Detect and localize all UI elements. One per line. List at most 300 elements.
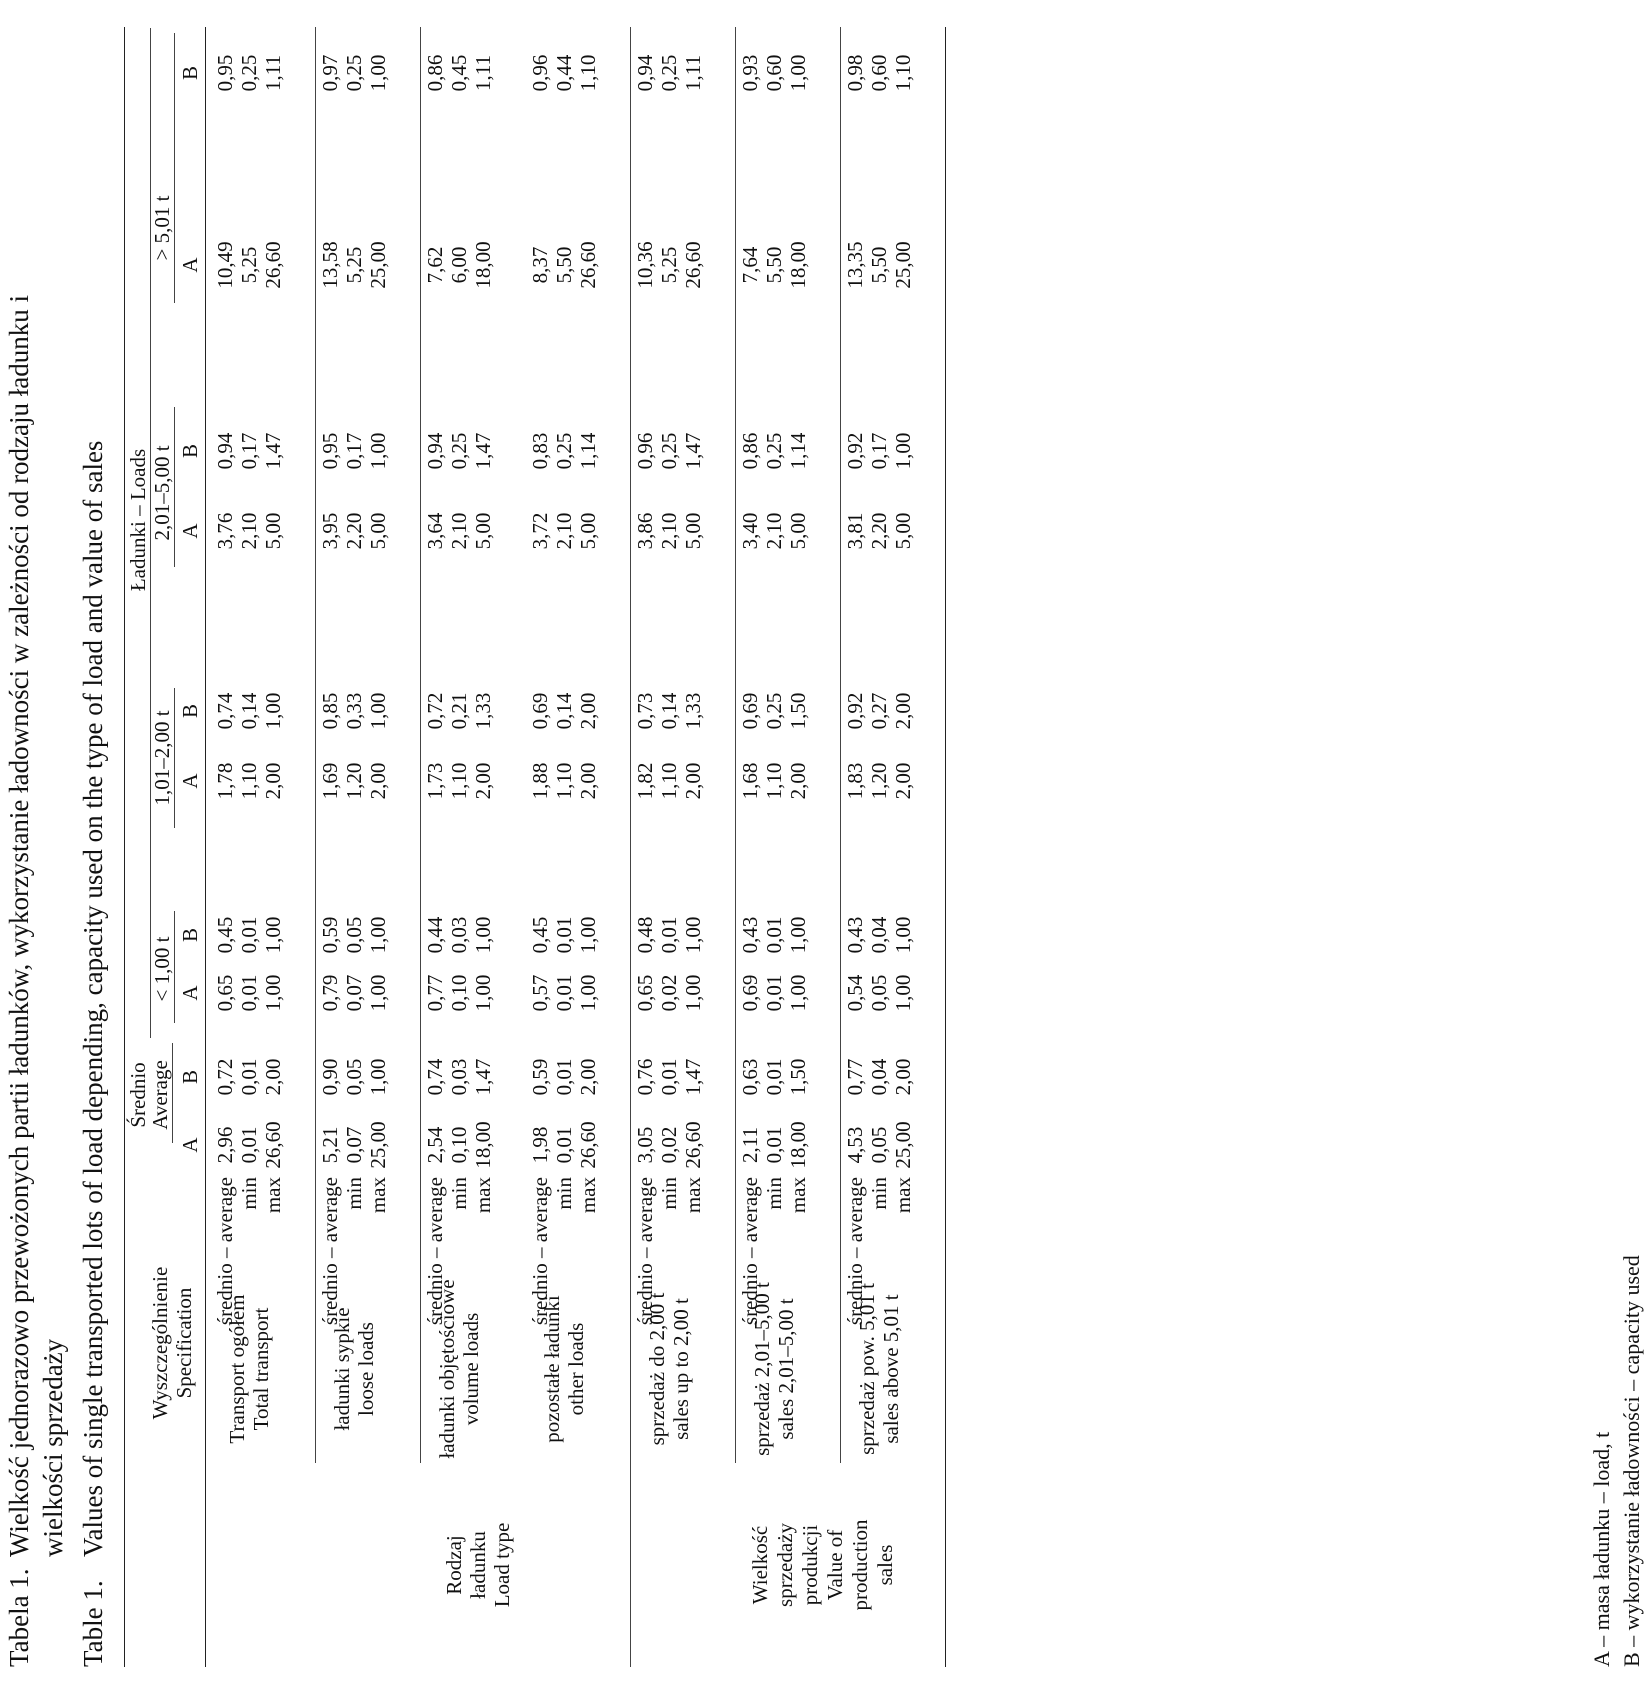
header-loads: Ładunki – Loads (126, 448, 150, 592)
cell-value: 1,00 (366, 916, 390, 954)
cell-value: 3,64 (423, 512, 447, 550)
cell-value: 0,02 (657, 974, 681, 1012)
cell-value: 13,35 (843, 241, 867, 289)
cell-value: 3,76 (213, 512, 237, 550)
col-header-a: A (178, 1137, 202, 1153)
cell-value: 0,25 (552, 432, 576, 470)
cell-value: 0,21 (447, 692, 471, 730)
cell-value: 1,00 (366, 1058, 390, 1096)
stat-label: średnio – average (738, 1177, 762, 1326)
cell-value: 2,10 (552, 512, 576, 550)
cell-value: 0,77 (843, 1058, 867, 1096)
cell-value: 5,00 (891, 512, 915, 550)
table-cell (528, 491, 600, 571)
cell-value: 0,69 (528, 692, 552, 730)
cell-value: 0,01 (552, 1058, 576, 1096)
cell-value: 1,50 (786, 1058, 810, 1096)
cell-value: 1,20 (867, 762, 891, 800)
cell-value: 5,00 (786, 512, 810, 550)
table-cell (843, 411, 915, 491)
cell-value: 0,05 (867, 1126, 891, 1164)
cell-value: 0,25 (342, 54, 366, 92)
table-cell (423, 895, 495, 975)
cell-value: 2,00 (786, 762, 810, 800)
row-stats-labels (633, 1177, 705, 1325)
cell-value: 1,00 (471, 974, 495, 1012)
table-cell (528, 671, 600, 751)
table-cell (843, 225, 915, 305)
cell-value: 1,11 (681, 55, 705, 91)
cell-value: 1,00 (261, 974, 285, 1012)
cell-value: 1,10 (447, 762, 471, 800)
cell-value: 1,47 (261, 432, 285, 470)
cell-value: 0,79 (318, 974, 342, 1012)
row-label-en: Total transport (249, 1307, 273, 1431)
cell-value: 0,83 (528, 432, 552, 470)
cell-value: 0,97 (318, 54, 342, 92)
table-cell (213, 1105, 285, 1185)
cell-value: 0,10 (447, 974, 471, 1012)
cell-value: 0,01 (552, 974, 576, 1012)
cell-value: 1,11 (471, 55, 495, 91)
stat-label: min (447, 1177, 471, 1210)
table-cell (318, 671, 390, 751)
table-cell (633, 741, 705, 821)
cell-value: 0,60 (867, 54, 891, 92)
cell-value: 26,60 (681, 1121, 705, 1169)
cell-value: 0,17 (342, 432, 366, 470)
table-cell (423, 225, 495, 305)
table-cell (633, 895, 705, 975)
row-separator (840, 27, 841, 1463)
cell-value: 0,45 (447, 54, 471, 92)
stat-label: max (576, 1177, 600, 1214)
cell-value: 0,04 (867, 916, 891, 954)
cell-value: 5,25 (342, 246, 366, 284)
table-cell (423, 411, 495, 491)
cell-value: 1,00 (681, 916, 705, 954)
cell-value: 7,64 (738, 246, 762, 284)
cell-value: 0,76 (633, 1058, 657, 1096)
cell-value: 2,00 (366, 762, 390, 800)
cell-value: 0,01 (552, 916, 576, 954)
cell-value: 0,14 (237, 692, 261, 730)
cell-value: 0,01 (237, 1126, 261, 1164)
group-sales-line4: Value of (823, 1529, 847, 1601)
cell-value: 2,00 (681, 762, 705, 800)
cell-value: 3,95 (318, 512, 342, 550)
cell-value: 1,00 (891, 916, 915, 954)
cell-value: 1,10 (891, 54, 915, 92)
cell-value: 0,14 (657, 692, 681, 730)
cell-value: 0,59 (318, 916, 342, 954)
table-cell (738, 225, 810, 305)
cell-value: 7,62 (423, 246, 447, 284)
col-header-a: A (178, 985, 202, 1001)
cell-value: 1,10 (552, 762, 576, 800)
cell-value: 2,00 (891, 692, 915, 730)
table-cell (738, 671, 810, 751)
cell-value: 1,00 (786, 974, 810, 1012)
table-cell (633, 225, 705, 305)
stat-label: średnio – average (213, 1177, 237, 1326)
row-stats-labels (843, 1177, 915, 1325)
cell-value: 5,25 (237, 246, 261, 284)
caption-english (76, 441, 110, 1667)
cell-value: 0,74 (423, 1058, 447, 1096)
stat-label: max (681, 1177, 705, 1214)
stat-label: średnio – average (633, 1177, 657, 1326)
table-cell (318, 33, 390, 113)
table-cell (843, 895, 915, 975)
cell-value: 1,10 (657, 762, 681, 800)
row-label-en: loose loads (354, 1322, 378, 1416)
cell-value: 4,53 (843, 1126, 867, 1164)
caption-english-text: Values of single transported lots of load depending, capacity used on the type of load and value of sales (78, 440, 108, 1557)
cell-value: 0,25 (762, 432, 786, 470)
cell-value: 1,73 (423, 762, 447, 800)
cell-value: 13,58 (318, 241, 342, 289)
table-cell (423, 671, 495, 751)
cell-value: 0,96 (528, 54, 552, 92)
cell-value: 0,01 (762, 974, 786, 1012)
cell-value: 26,60 (576, 241, 600, 289)
cell-value: 0,72 (213, 1058, 237, 1096)
cell-value: 2,00 (261, 1058, 285, 1096)
cell-value: 0,45 (213, 916, 237, 954)
cell-value: 0,27 (867, 692, 891, 730)
row-label-pl: sprzedaż 2,01–5,00 t (750, 1282, 774, 1456)
table-cell (423, 741, 495, 821)
cell-value: 0,07 (342, 1126, 366, 1164)
caption-polish (2, 294, 68, 1667)
cell-value: 5,00 (471, 512, 495, 550)
row-stats-labels (738, 1177, 810, 1325)
cell-value: 0,44 (423, 916, 447, 954)
table-cell (738, 411, 810, 491)
table-cell (423, 1037, 495, 1117)
row-separator (630, 27, 631, 1667)
header-range-4: > 5,01 t (150, 195, 174, 261)
cell-value: 1,47 (471, 432, 495, 470)
table-cell (318, 225, 390, 305)
cell-value: 10,49 (213, 241, 237, 289)
stat-label: max (471, 1177, 495, 1214)
cell-value: 5,50 (762, 246, 786, 284)
cell-value: 1,00 (366, 692, 390, 730)
cell-value: 0,65 (633, 974, 657, 1012)
cell-value: 0,72 (423, 692, 447, 730)
cell-value: 6,00 (447, 246, 471, 284)
cell-value: 1,11 (261, 55, 285, 91)
stat-label: min (762, 1177, 786, 1210)
table-cell (738, 491, 810, 571)
cell-value: 26,60 (261, 241, 285, 289)
table-cell (213, 225, 285, 305)
header-range-1: < 1,00 t (150, 936, 174, 1002)
table-cell (738, 1037, 810, 1117)
col-header-a: A (178, 773, 202, 789)
cell-value: 5,50 (867, 246, 891, 284)
table-cell (843, 1037, 915, 1117)
col-header-b: B (178, 703, 202, 719)
cell-value: 18,00 (471, 241, 495, 289)
stat-label: max (786, 1177, 810, 1214)
cell-value: 2,00 (261, 762, 285, 800)
cell-value: 1,50 (786, 692, 810, 730)
stat-label: średnio – average (528, 1177, 552, 1326)
cell-value: 0,43 (738, 916, 762, 954)
cell-value: 0,03 (447, 1058, 471, 1096)
cell-value: 1,14 (576, 432, 600, 470)
cell-value: 0,25 (657, 432, 681, 470)
header-range-3: 2,01–5,00 t (150, 445, 174, 541)
cell-value: 3,05 (633, 1126, 657, 1164)
stat-label: średnio – average (423, 1177, 447, 1326)
header-spec-en: Specification (172, 1287, 196, 1399)
row-stats-labels (213, 1177, 285, 1325)
table-cell (318, 1037, 390, 1117)
cell-value: 1,00 (576, 916, 600, 954)
caption-polish-line2: wielkości sprzedaży (38, 1338, 68, 1557)
cell-value: 1,00 (471, 916, 495, 954)
cell-value: 0,57 (528, 974, 552, 1012)
row-separator (735, 27, 736, 1463)
cell-value: 2,00 (576, 762, 600, 800)
cell-value: 26,60 (681, 241, 705, 289)
cell-value: 0,98 (843, 54, 867, 92)
table-cell (213, 411, 285, 491)
cell-value: 2,10 (447, 512, 471, 550)
cell-value: 1,83 (843, 762, 867, 800)
cell-value: 0,92 (843, 692, 867, 730)
average-underline (172, 1043, 173, 1143)
cell-value: 0,85 (318, 692, 342, 730)
stat-label: max (261, 1177, 285, 1214)
cell-value: 0,01 (657, 916, 681, 954)
cell-value: 1,69 (318, 762, 342, 800)
caption-polish-line1: Wielkość jednorazowo przewożonych partii ładunków, wykorzystanie ładowności w zależności od rodzaju ładunku i (4, 294, 34, 1557)
cell-value: 0,10 (447, 1126, 471, 1164)
header-spec-pl: Wyszczególnienie (148, 1266, 172, 1420)
cell-value: 1,10 (237, 762, 261, 800)
cell-value: 18,00 (786, 1121, 810, 1169)
cell-value: 0,44 (552, 54, 576, 92)
cell-value: 3,72 (528, 512, 552, 550)
cell-value: 0,01 (657, 1058, 681, 1096)
stat-label: min (342, 1177, 366, 1210)
stat-label: średnio – average (318, 1177, 342, 1326)
cell-value: 0,01 (762, 916, 786, 954)
row-label-pl: ładunki sypkie (330, 1307, 354, 1431)
group-load-type-line2: ładunku (466, 1531, 490, 1599)
cell-value: 5,25 (657, 246, 681, 284)
row-separator (420, 27, 421, 1463)
table-cell (528, 895, 600, 975)
cell-value: 0,74 (213, 692, 237, 730)
range1-underline (174, 911, 175, 1023)
table-cell (318, 411, 390, 491)
cell-value: 1,00 (786, 916, 810, 954)
cell-value: 0,07 (342, 974, 366, 1012)
table-cell (423, 491, 495, 571)
stat-label: min (867, 1177, 891, 1210)
cell-value: 0,25 (657, 54, 681, 92)
cell-value: 1,10 (576, 54, 600, 92)
group-sales-line5: production (848, 1519, 872, 1611)
row-separator (315, 27, 316, 1463)
cell-value: 25,00 (891, 241, 915, 289)
table-top-rule (124, 27, 125, 1667)
col-header-b: B (178, 65, 202, 81)
cell-value: 1,00 (786, 54, 810, 92)
cell-value: 0,95 (213, 54, 237, 92)
table-cell (213, 741, 285, 821)
cell-value: 5,21 (318, 1126, 342, 1164)
cell-value: 2,10 (762, 512, 786, 550)
cell-value: 0,25 (237, 54, 261, 92)
cell-value: 1,88 (528, 762, 552, 800)
table-cell (633, 1037, 705, 1117)
table-cell (423, 33, 495, 113)
cell-value: 25,00 (366, 241, 390, 289)
group-sales-line6: sales (873, 1544, 897, 1586)
cell-value: 0,59 (528, 1058, 552, 1096)
cell-value: 5,00 (366, 512, 390, 550)
table-cell (528, 225, 600, 305)
cell-value: 0,96 (633, 432, 657, 470)
table-header-rule (205, 27, 206, 1667)
cell-value: 2,00 (891, 1058, 915, 1096)
cell-value: 0,73 (633, 692, 657, 730)
header-average-en: Average (148, 1060, 172, 1130)
cell-value: 1,14 (786, 432, 810, 470)
table-cell (843, 33, 915, 113)
cell-value: 1,00 (891, 974, 915, 1012)
cell-value: 0,86 (738, 432, 762, 470)
table-cell (423, 1105, 495, 1185)
cell-value: 0,60 (762, 54, 786, 92)
table-cell (843, 1105, 915, 1185)
cell-value: 0,25 (762, 692, 786, 730)
stat-label: max (891, 1177, 915, 1214)
stat-label: min (552, 1177, 576, 1210)
cell-value: 2,96 (213, 1126, 237, 1164)
table-cell (633, 411, 705, 491)
table-cell (843, 491, 915, 571)
cell-value: 0,01 (762, 1126, 786, 1164)
cell-value: 0,48 (633, 916, 657, 954)
cell-value: 0,33 (342, 692, 366, 730)
table-cell (633, 1105, 705, 1185)
cell-value: 1,78 (213, 762, 237, 800)
col-header-b: B (178, 927, 202, 943)
cell-value: 0,01 (552, 1126, 576, 1164)
cell-value: 1,98 (528, 1126, 552, 1164)
cell-value: 2,20 (867, 512, 891, 550)
cell-value: 0,14 (552, 692, 576, 730)
cell-value: 3,40 (738, 512, 762, 550)
row-label-en: sales up to 2,00 t (669, 1298, 693, 1440)
cell-value: 0,17 (237, 432, 261, 470)
table-cell (213, 895, 285, 975)
cell-value: 1,47 (471, 1058, 495, 1096)
cell-value: 0,93 (738, 54, 762, 92)
caption-polish-label: Tabela 1. (4, 1568, 34, 1667)
cell-value: 0,69 (738, 692, 762, 730)
table-cell (528, 33, 600, 113)
cell-value: 5,00 (261, 512, 285, 550)
col-header-a: A (178, 257, 202, 273)
cell-value: 5,00 (576, 512, 600, 550)
cell-value: 1,82 (633, 762, 657, 800)
row-label-en: sales 2,01–5,00 t (774, 1298, 798, 1440)
cell-value: 1,00 (366, 54, 390, 92)
cell-value: 2,10 (237, 512, 261, 550)
cell-value: 10,36 (633, 241, 657, 289)
table-cell (738, 33, 810, 113)
cell-value: 1,00 (681, 974, 705, 1012)
cell-value: 0,05 (342, 916, 366, 954)
table-cell (633, 671, 705, 751)
cell-value: 0,94 (423, 432, 447, 470)
cell-value: 0,03 (447, 916, 471, 954)
table-cell (318, 491, 390, 571)
row-label (330, 1307, 378, 1430)
cell-value: 0,01 (762, 1058, 786, 1096)
row-label-pl: pozostałe ładunki (540, 1295, 564, 1443)
cell-value: 1,47 (681, 432, 705, 470)
col-header-a: A (178, 523, 202, 539)
row-stats-labels (528, 1177, 600, 1325)
cell-value: 26,60 (261, 1121, 285, 1169)
cell-value: 0,17 (867, 432, 891, 470)
group-load-type (442, 1523, 514, 1608)
table-cell (843, 671, 915, 751)
table-cell (318, 1105, 390, 1185)
cell-value: 0,01 (237, 916, 261, 954)
cell-value: 25,00 (891, 1121, 915, 1169)
table-cell (528, 1037, 600, 1117)
group-value-of-sales (748, 1520, 898, 1611)
cell-value: 1,00 (366, 432, 390, 470)
cell-value: 0,65 (213, 974, 237, 1012)
cell-value: 0,04 (867, 1058, 891, 1096)
cell-value: 0,69 (738, 974, 762, 1012)
cell-value: 0,25 (447, 432, 471, 470)
table-cell (738, 895, 810, 975)
cell-value: 2,10 (657, 512, 681, 550)
cell-value: 0,05 (342, 1058, 366, 1096)
cell-value: 0,63 (738, 1058, 762, 1096)
group-sales-line3: produkcji (798, 1524, 822, 1606)
row-label-pl: sprzedaż pow. 5,01 t (855, 1283, 879, 1455)
cell-value: 5,00 (681, 512, 705, 550)
caption-english-label: Table 1. (78, 1580, 108, 1667)
cell-value: 0,86 (423, 54, 447, 92)
cell-value: 0,90 (318, 1058, 342, 1096)
cell-value: 0,54 (843, 974, 867, 1012)
cell-value: 1,00 (366, 974, 390, 1012)
row-stats-labels (318, 1177, 390, 1325)
table-cell (213, 33, 285, 113)
table-cell (843, 741, 915, 821)
cell-value: 8,37 (528, 246, 552, 284)
row-label-pl: sprzedaż do 2,00 t (645, 1292, 669, 1446)
cell-value: 0,77 (423, 974, 447, 1012)
table-cell (213, 1037, 285, 1117)
row-label-pl: ładunki objętościowe (435, 1279, 459, 1459)
